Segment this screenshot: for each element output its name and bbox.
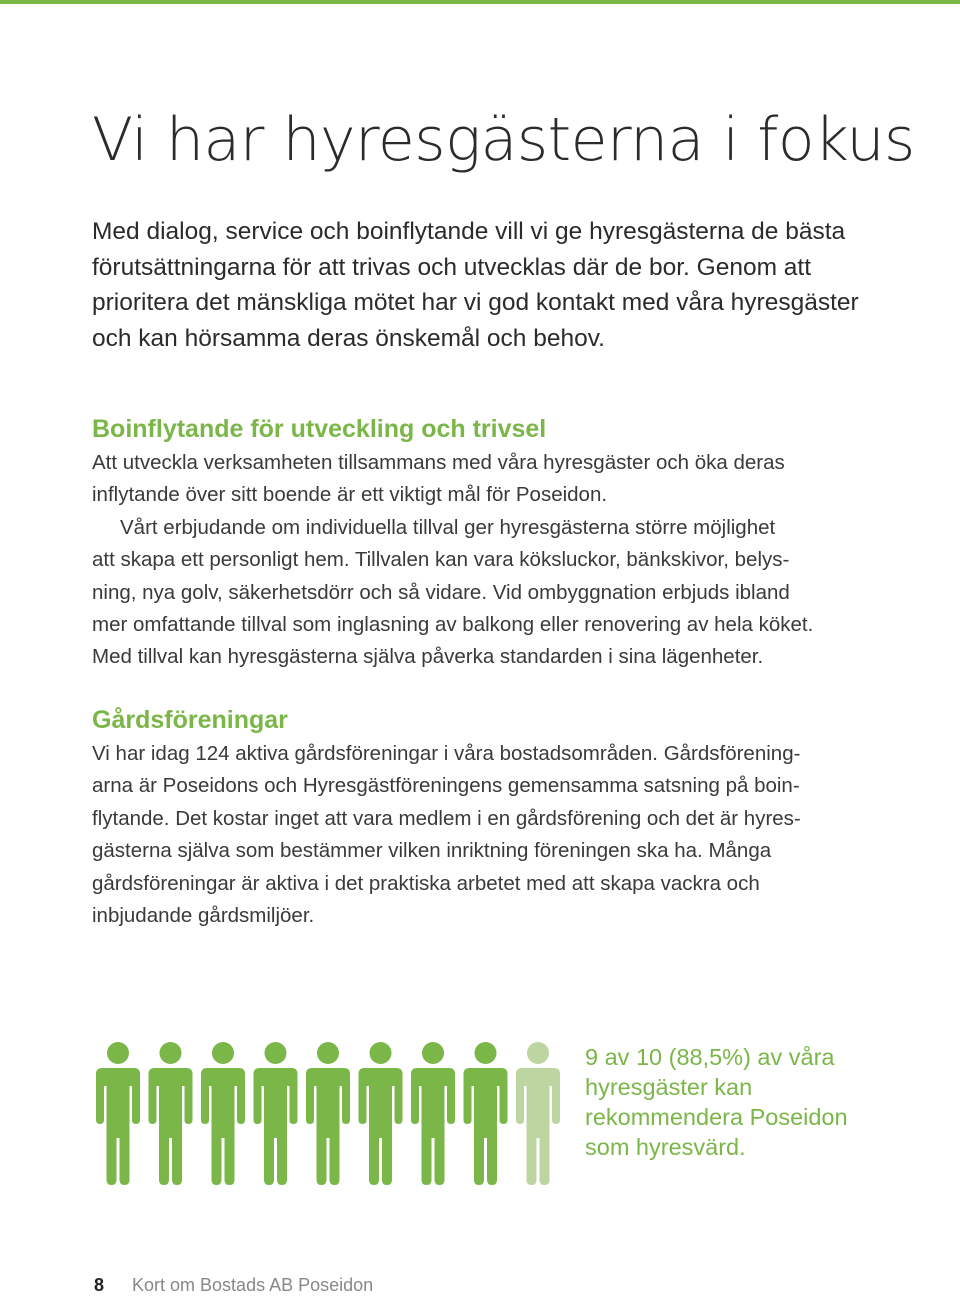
person-icon	[254, 1042, 298, 1185]
body-line: arna är Poseidons och Hyresgästföreningens gemensamma satsning på boin-	[92, 774, 800, 798]
body-line: flytande. Det kostar inget att vara medlem i en gårdsförening och det är hyres-	[92, 806, 801, 830]
body-line: mer omfattande tillval som inglasning av balkong eller renovering av hela köket.	[92, 613, 814, 637]
body-line: inbjudande gårdsmiljöer.	[92, 904, 315, 928]
person-icon	[464, 1042, 508, 1185]
body-line: gästerna själva som bestämmer vilken inriktning föreningen ska ha. Många	[92, 839, 772, 863]
section-heading-boinflytande: Boinflytande för utveckling och trivsel	[92, 415, 547, 443]
body-line: gårdsföreningar är aktiva i det praktiska arbetet med att skapa vackra och	[92, 871, 760, 895]
publication-name: Kort om Bostads AB Poseidon	[132, 1275, 374, 1295]
body-line: Att utveckla verksamheten tillsammans med våra hyresgäster och öka deras	[92, 451, 785, 474]
person-icon	[96, 1042, 140, 1185]
person-icon	[201, 1042, 245, 1185]
section-body-gardsforeningar	[92, 738, 882, 932]
body-line: Vårt erbjudande om individuella tillval ger hyresgästerna större möjlighet	[120, 515, 776, 539]
person-icon	[359, 1042, 403, 1185]
people-infographic	[96, 1040, 566, 1186]
lead-line: prioritera det mänskliga mötet har vi god kontakt med våra hyresgäster	[92, 289, 859, 316]
lead-line: Med dialog, service och boinflytande vill vi ge hyresgästerna de bästa	[92, 218, 846, 245]
body-line: att skapa ett personligt hem. Tillvalen kan vara köksluckor, bänkskivor, belys-	[92, 548, 790, 572]
page-title: Vi har hyresgästerna i fokus	[92, 105, 915, 175]
lead-paragraph	[92, 214, 892, 356]
person-icon	[411, 1042, 455, 1185]
page-footer	[94, 1273, 373, 1297]
person-icon	[149, 1042, 193, 1185]
body-line: Vi har idag 124 aktiva gårdsföreningar i våra bostadsområden. Gårdsförening-	[92, 742, 801, 765]
stat-line: hyresgäster kan	[585, 1074, 753, 1100]
stat-line: rekommendera Poseidon	[585, 1104, 848, 1130]
page-number: 8	[94, 1275, 105, 1295]
recommendation-stat	[585, 1042, 915, 1162]
top-accent-rule	[0, 0, 960, 4]
lead-line: förutsättningarna för att trivas och utvecklas där de bor. Genom att	[92, 253, 812, 281]
stat-line: som hyresvärd.	[585, 1134, 746, 1160]
section-body-boinflytande	[92, 447, 882, 674]
lead-line: och kan hörsamma deras önskemål och behov.	[92, 324, 605, 352]
body-line: ning, nya golv, säkerhetsdörr och så vidare. Vid ombyggnation erbjuds ibland	[92, 580, 790, 604]
body-line: Med tillval kan hyresgästerna själva påverka standarden i sina lägenheter.	[92, 645, 764, 669]
body-line: inflytande över sitt boende är ett viktigt mål för Poseidon.	[92, 483, 608, 507]
person-icon	[306, 1042, 350, 1185]
section-heading-gardsforeningar: Gårdsföreningar	[92, 706, 288, 734]
person-icon	[516, 1042, 560, 1185]
stat-line: 9 av 10 (88,5%) av våra	[585, 1044, 835, 1070]
